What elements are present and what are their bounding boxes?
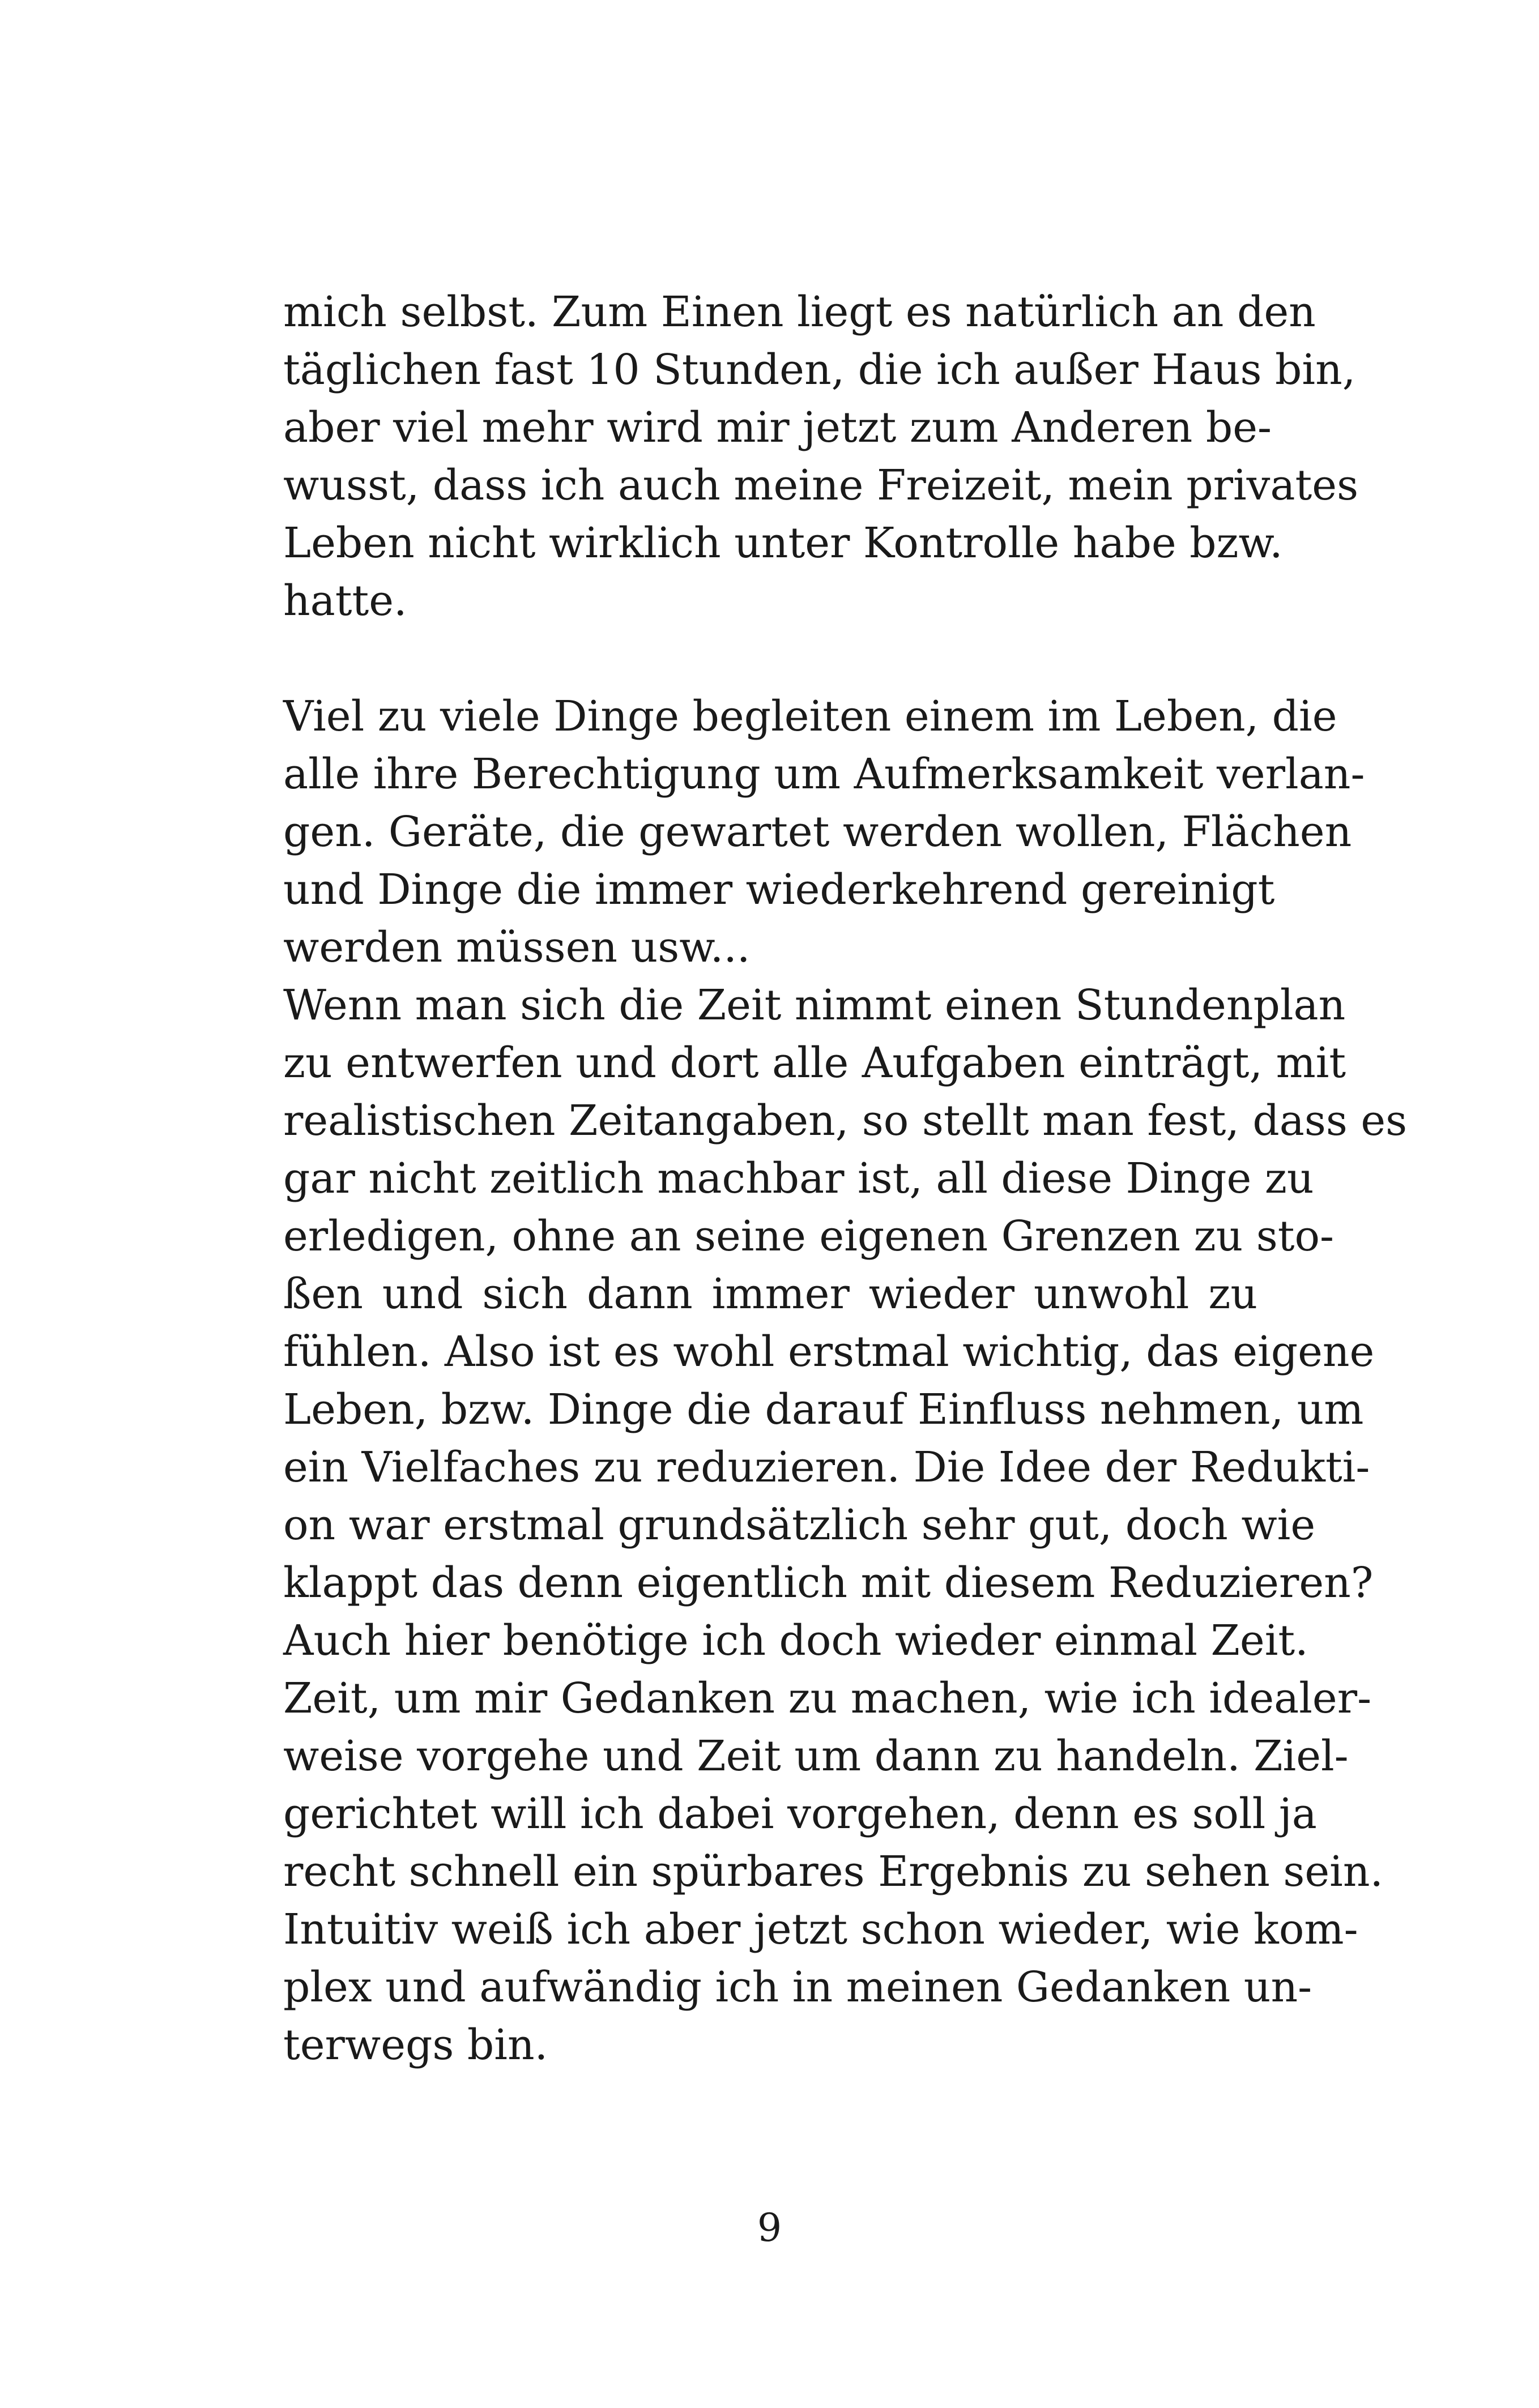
text-line: klappt das denn eigentlich mit diesem Reduzieren?	[283, 1559, 1374, 1607]
text-line: und Dinge die immer wiederkehrend gereinigt	[283, 865, 1275, 914]
text-line: weise vorgehe und Zeit um dann zu handeln. Ziel-	[283, 1732, 1349, 1781]
text-line: wusst, dass ich auch meine Freizeit, mein privates	[283, 461, 1359, 510]
text-line: gerichtet will ich dabei vorgehen, denn es soll ja	[283, 1790, 1317, 1838]
body-text	[283, 283, 1408, 2074]
text-line: ein Vielfaches zu reduzieren. Die Idee der Redukti-	[283, 1443, 1370, 1492]
text-line: aber viel mehr wird mir jetzt zum Anderen be-	[283, 403, 1272, 452]
text-line: mich selbst. Zum Einen liegt es natürlich an den	[283, 288, 1316, 336]
text-line: Wenn man sich die Zeit nimmt einen Stundenplan	[283, 981, 1346, 1030]
text-line: Auch hier benötige ich doch wieder einmal Zeit.	[283, 1616, 1308, 1665]
page-number: 9	[757, 2206, 782, 2251]
text-line: plex und aufwändig ich in meinen Gedanken un-	[283, 1963, 1312, 2012]
text-line: ßen und sich dann immer wieder unwohl zu	[283, 1270, 1257, 1318]
text-line: Viel zu viele Dinge begleiten einem im Leben, die	[283, 692, 1337, 741]
text-line: gen. Geräte, die gewartet werden wollen, Flächen	[283, 808, 1352, 856]
text-line: hatte.	[283, 577, 407, 625]
text-line: recht schnell ein spürbares Ergebnis zu sehen sein.	[283, 1847, 1384, 1896]
text-line: werden müssen usw...	[283, 923, 751, 972]
text-line: fühlen. Also ist es wohl erstmal wichtig, das eigene	[283, 1327, 1375, 1376]
text-line: gar nicht zeitlich machbar ist, all diese Dinge zu	[283, 1154, 1314, 1203]
text-line: zu entwerfen und dort alle Aufgaben einträgt, mit	[283, 1039, 1346, 1087]
text-line: täglichen fast 10 Stunden, die ich außer Haus bin,	[283, 345, 1356, 394]
text-line: realistischen Zeitangaben, so stellt man fest, dass es	[283, 1096, 1408, 1145]
text-line: on war erstmal grundsätzlich sehr gut, doch wie	[283, 1501, 1316, 1549]
text-line: terwegs bin.	[283, 2021, 548, 2069]
text-line: Intuitiv weiß ich aber jetzt schon wieder, wie kom-	[283, 1905, 1358, 1954]
text-line: Zeit, um mir Gedanken zu machen, wie ich idealer-	[283, 1674, 1372, 1723]
text-line: alle ihre Berechtigung um Aufmerksamkeit verlan-	[283, 750, 1365, 799]
text-line: erledigen, ohne an seine eigenen Grenzen zu sto-	[283, 1212, 1335, 1261]
paragraph-gap	[283, 630, 1257, 688]
text-line: Leben nicht wirklich unter Kontrolle habe bzw.	[283, 519, 1283, 567]
text-line: Leben, bzw. Dinge die darauf Einfluss nehmen, um	[283, 1385, 1364, 1434]
